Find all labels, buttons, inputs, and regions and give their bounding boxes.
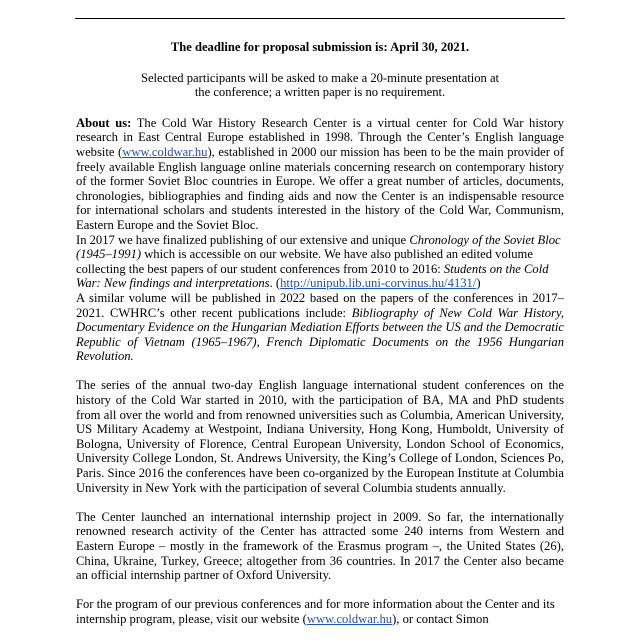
selected-line-1: Selected participants will be asked to make a 20-minute presentation at — [140, 70, 500, 85]
conferences-paragraph: The series of the annual two-day English language international student conferences on the history of the Cold War started in 2010, with the participation of BA, MA and PhD students from all over the world and from renowned universities such as Columbia, American University, US Military Academy at Westpoint, Indiana University, Hong Kong, Humboldt, University of Bologna, University of Florence, Central European University, London School of Economics, University College London, St. Andrews University, the King’s College of London, Sciences Po, Paris. Since 2016 the conferences have been co-organized by the European Institute at Columbia University in New York with the participation of several Columbia students annually. — [76, 378, 564, 495]
chronology-paragraph — [76, 233, 564, 291]
p2-text-b: which is accessible on our website. We have also published an edited volume collecting the best papers of our student conferences from 2010 to 2016: — [76, 247, 533, 276]
coldwar-website-link[interactable]: www.coldwar.hu — [122, 144, 208, 159]
selected-participants-note — [76, 71, 564, 100]
coldwar-website-link-2[interactable]: www.coldwar.hu — [306, 611, 393, 626]
selected-line-2: the conference; a written paper is no requirement. — [194, 85, 446, 100]
publications-titles: Bibliography of New Cold War History, Documentary Evidence on the Hungarian Mediation Efforts between the US and the Democratic Republic of Vietnam (1965–1967), French Diplomatic Documents on the 1956 Hungarian Revolution. — [76, 305, 564, 364]
p2-text-a: In 2017 we have finalized publishing of our extensive and unique — [76, 232, 410, 247]
deadline-notice: The deadline for proposal submission is: April 30, 2021. — [170, 40, 470, 54]
about-paragraph — [76, 116, 564, 233]
unipub-link[interactable]: http://unipub.lib.uni-corvinus.hu/4131/ — [280, 276, 477, 291]
chronology-title: Chronology of the Soviet Bloc (1945–1991) — [76, 232, 561, 262]
internship-paragraph: The Center launched an international internship project in 2009. So far, the internationally renowned research activity of the Center has attracted some 240 interns from Western and Eastern Europe – mostly in the framework of the Erasmus program –, the United States (26), China, Ukraine, Turkey, Greece; altogether from 36 countries. In 2017 the Center also became an official internship partner of Oxford University. — [76, 509, 564, 583]
p2-text-c: . ( — [269, 276, 281, 291]
about-heading: About us: — [76, 115, 132, 130]
students-volume-title: Students on the Cold War: New findings and interpretations — [76, 261, 549, 291]
p6-text-b: ), or contact Simon — [392, 611, 489, 626]
publications-paragraph — [76, 291, 564, 364]
top-rule — [75, 18, 565, 19]
document-page — [76, 33, 564, 627]
p2-text-d: ) — [476, 276, 481, 291]
about-text-a: The Cold War History Research Center is a virtual center for Cold War history research in East Central Europe established in 1998. Through the Center’s English language website ( — [76, 115, 565, 159]
p6-text-a: For the program of our previous conferences and for more information about the Center and its internship program, please, visit our website ( — [76, 597, 555, 626]
about-text-b: ), established in 2000 our mission has been to be the main provider of freely available English language online materials concerning research on contemporary history of the former Soviet Bloc countries in Europe. We offer a great number of articles, documents, chronologies, bibliographies and finding aids and now the Center is an indispensable resource for international scholars and students interested in the history of the Cold War, Communism, Eastern Europe and the Soviet Bloc. — [76, 144, 565, 232]
p3-text-a: A similar volume will be published in 2022 based on the papers of the conferences in 2017–2021. CWHRC’s other recent publications include: — [76, 290, 564, 320]
contact-paragraph — [76, 597, 564, 626]
